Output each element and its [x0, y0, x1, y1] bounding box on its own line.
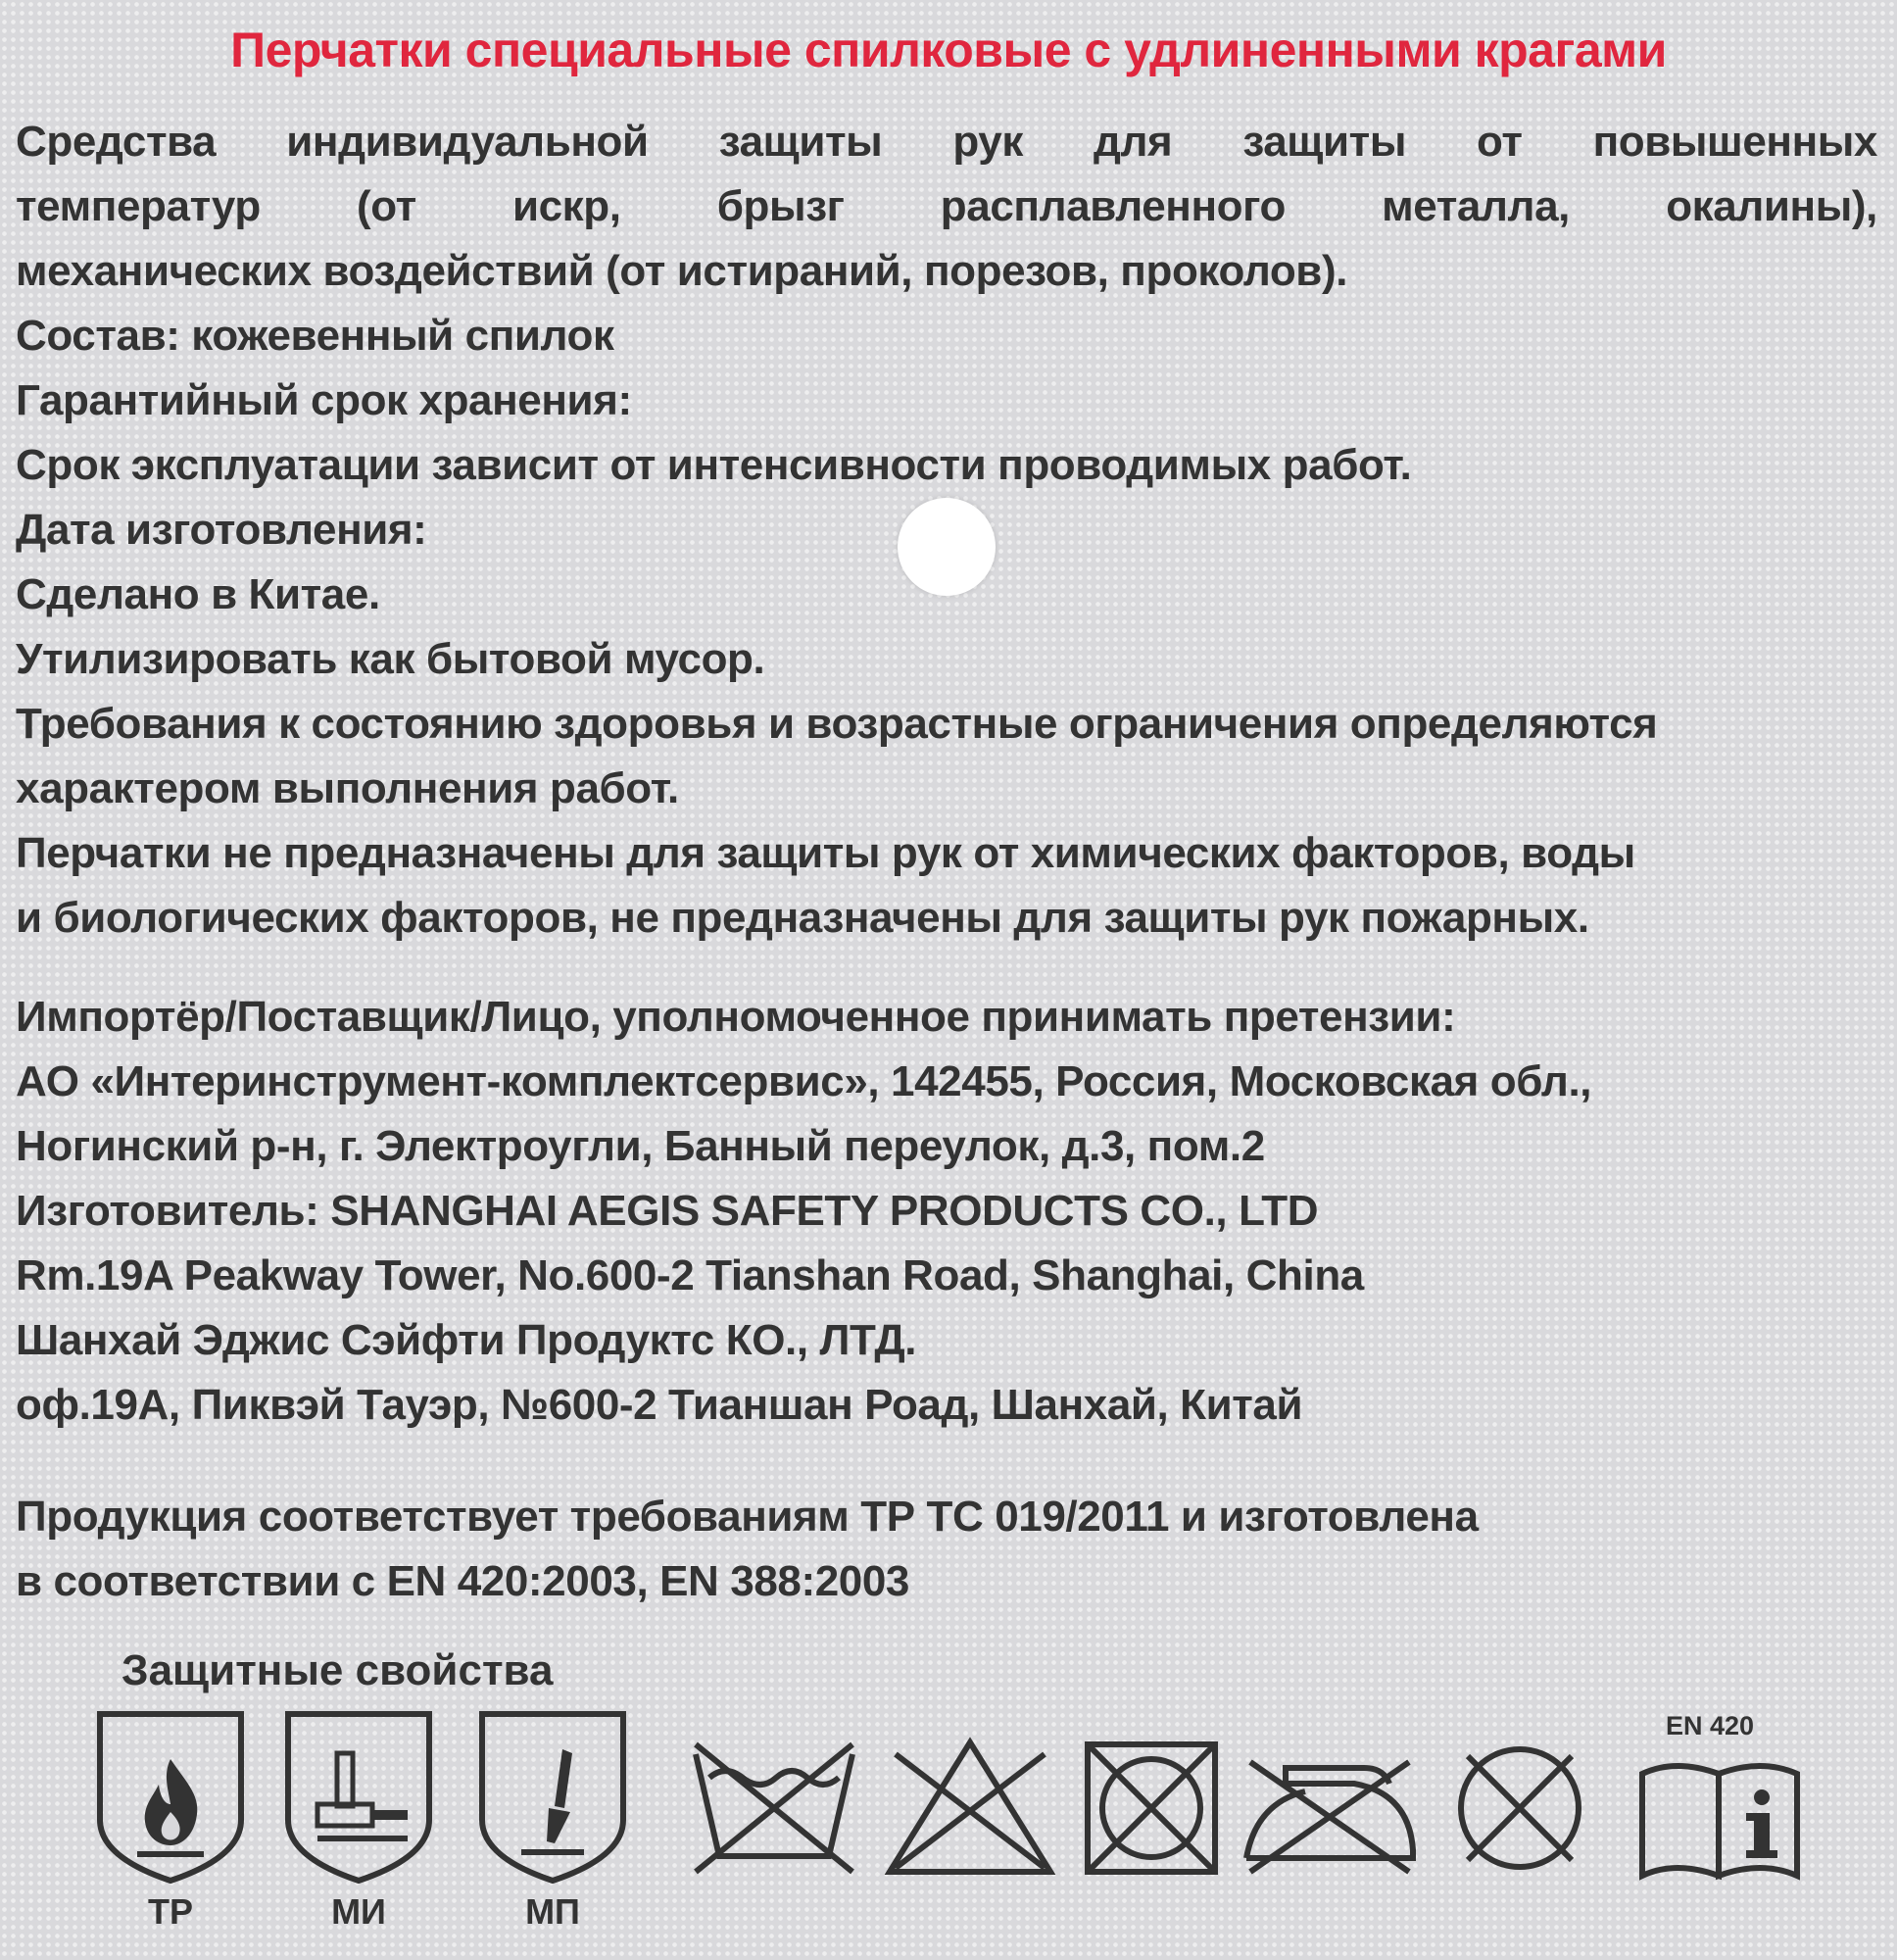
product-title: Перчатки специальные спилковые с удлиненными крагами — [230, 23, 1667, 77]
flame-shield-icon — [94, 1710, 247, 1885]
code-mp: МП — [525, 1891, 580, 1932]
no-bleach-icon — [882, 1735, 1058, 1882]
importer-line-3: Ногинский р-н, г. Электроугли, Банный переулок, д.3, пом.2 — [16, 1122, 1265, 1170]
code-mi: МИ — [331, 1891, 386, 1932]
disposal: Утилизировать как бытовой мусор. — [16, 635, 765, 683]
hang-hole — [898, 498, 996, 596]
maker-line-2: Rm.19A Peakway Tower, No.600-2 Tianshan Road, Shanghai, China — [16, 1251, 1364, 1299]
no-tumble-dry-icon — [1078, 1735, 1225, 1882]
info-book-icon — [1636, 1754, 1803, 1882]
desc-line-1: Средства индивидуальной защиты рук для защиты от повышенных — [16, 118, 1877, 166]
desc-line-2: температур (от искр, брызг расплавленного металла, окалины), — [16, 182, 1877, 230]
no-iron-icon — [1237, 1735, 1423, 1882]
compliance-line-1: Продукция соответствует требованиям ТР ТС 019/2011 и изготовлена — [16, 1493, 1479, 1541]
protective-properties-title: Защитные свойства — [122, 1646, 554, 1694]
desc-line-3: механических воздействий (от истираний, порезов, проколов). — [16, 247, 1348, 295]
warranty: Гарантийный срок хранения: — [16, 376, 632, 424]
made-in: Сделано в Китае. — [16, 570, 380, 618]
knife-shield-icon — [476, 1710, 629, 1885]
manufacture-date: Дата изготовления: — [16, 506, 427, 554]
limits-line-2: и биологических факторов, не предназначены для защиты рук пожарных. — [16, 894, 1589, 942]
no-wash-icon — [686, 1735, 862, 1882]
compliance-block — [16, 1485, 1877, 1614]
health-line-1: Требования к состоянию здоровья и возрастные ограничения определяются — [16, 700, 1658, 748]
limits-line-1: Перчатки не предназначены для защиты рук от химических факторов, воды — [16, 829, 1635, 877]
importer-line-1: Импортёр/Поставщик/Лицо, уполномоченное принимать претензии: — [16, 993, 1456, 1041]
maker-line-4: оф.19А, Пиквэй Тауэр, №600-2 Тианшан Роад, Шанхай, Китай — [16, 1381, 1303, 1429]
en420-label: EN 420 — [1666, 1711, 1755, 1740]
importer-line-2: АО «Интеринструмент-комплектсервис», 142455, Россия, Московская обл., — [16, 1057, 1592, 1105]
maker-line-3: Шанхай Эджис Сэйфти Продуктс КО., ЛТД. — [16, 1316, 917, 1364]
compliance-line-2: в соответствии с EN 420:2003, EN 388:2003 — [16, 1557, 910, 1605]
no-dry-clean-icon — [1446, 1735, 1593, 1882]
hammer-shield-icon — [282, 1710, 435, 1885]
maker-line-1: Изготовитель: SHANGHAI AEGIS SAFETY PRODUCTS CO., LTD — [16, 1187, 1319, 1235]
code-tr: ТР — [147, 1891, 193, 1932]
health-line-2: характером выполнения работ. — [16, 764, 679, 812]
importer-block — [16, 985, 1877, 1438]
composition: Состав: кожевенный спилок — [16, 312, 614, 360]
service-life: Срок эксплуатации зависит от интенсивности проводимых работ. — [16, 441, 1412, 489]
